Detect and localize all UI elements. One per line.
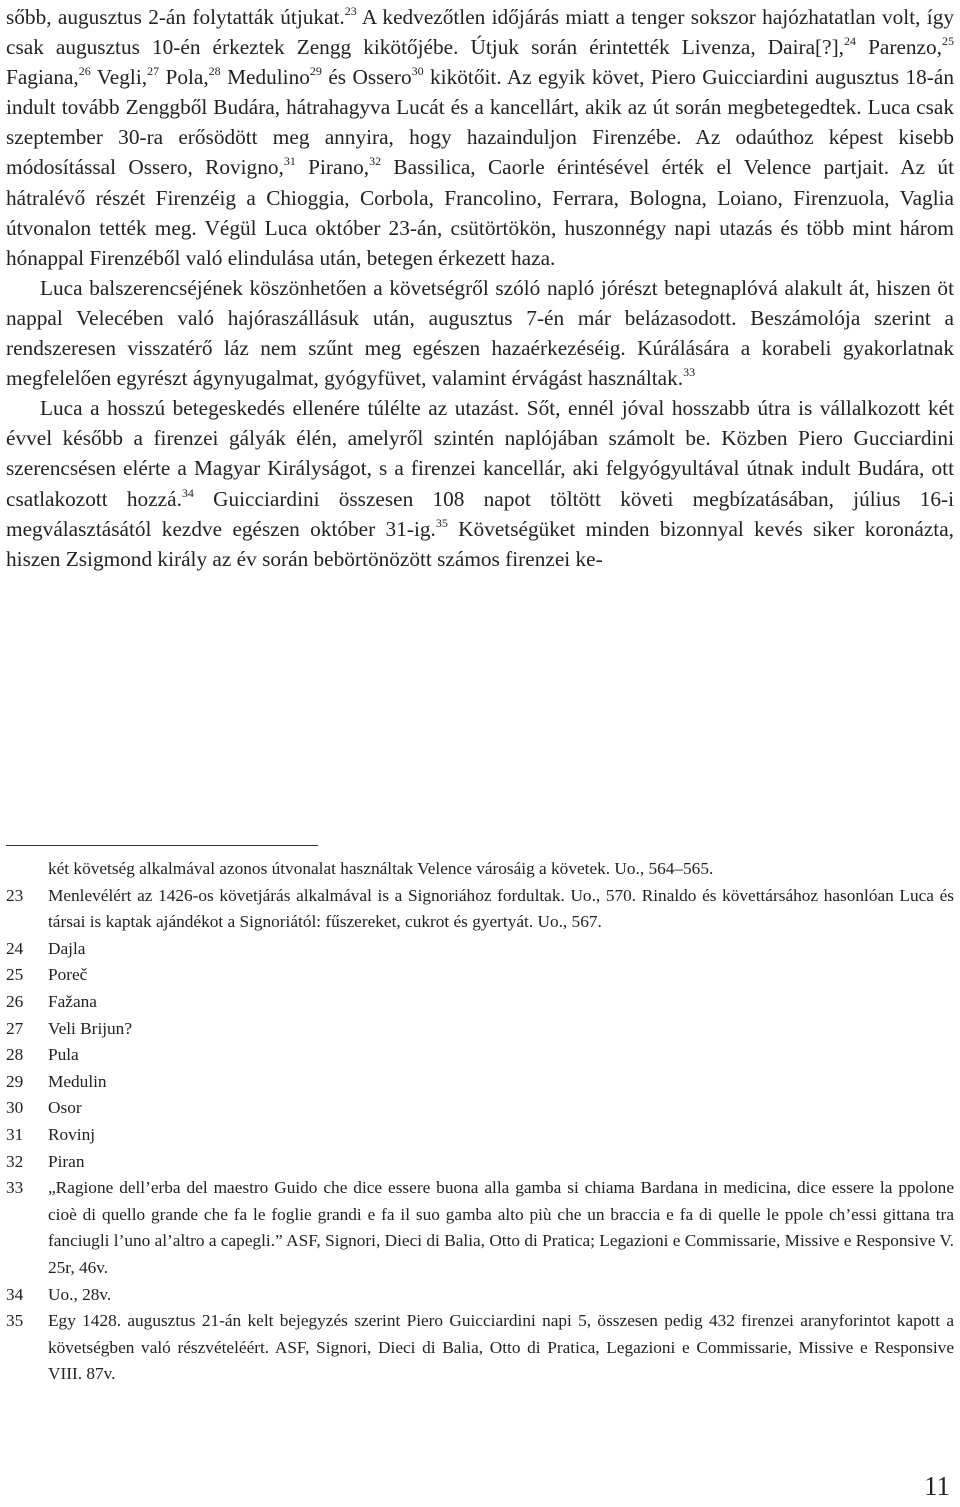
text-run: Pola, [159,65,209,90]
footnote-ref: 35 [435,515,448,530]
footnote-ref: 28 [208,64,221,79]
document-page [6,0,954,1507]
footnote-text: Uo., 28v. [48,1284,112,1304]
footnote-ref: 30 [411,64,424,79]
text-run: Parenzo, [856,35,942,60]
footnote-ref: 26 [78,64,91,79]
footnote-number: 29 [6,1071,24,1091]
footnote-ref: 29 [309,64,322,79]
footnote-item [6,1095,954,1122]
paragraph-3 [6,393,954,574]
footnote-text: „Ragione dell’erba del maestro Guido che dice essere buona alla gamba si chiama Bardana in medicina, dice essere la ppolone cioè di quello grande che fa le foglie grandi e fa il suo gamba alto più che un braccia e fa di quelle le ppole ch’essi gittana tra fanciugli l’uno al’altro a capegli.” ASF, Signori, Dieci di Balia, Otto di Pratica; Legazioni e Commissarie, Missive e Responsive V. 25r, 46v. [48,1178,954,1277]
footnote-item [6,1149,954,1176]
text-run: Fagiana, [6,65,79,90]
footnote-item [6,1042,954,1069]
text-run: Pirano, [295,155,370,180]
footnote-ref: 34 [181,485,194,500]
footnote-number: 27 [6,1018,24,1038]
footnote-item [6,1175,954,1281]
footnote-ref: 33 [683,365,696,380]
text-run: Medulino [220,65,310,90]
footnote-ref: 27 [147,64,160,79]
paragraph-2 [6,273,954,393]
footnote-text: Rovinj [48,1124,96,1144]
footnote-item [6,1308,954,1388]
paragraph-1 [6,2,954,273]
footnote-text: Pula [48,1045,79,1065]
footnote-text: Veli Brijun? [48,1018,132,1038]
footnote-ref: 32 [369,154,382,169]
footnote-text: Egy 1428. augusztus 21-án kelt bejegyzés szerint Piero Guicciardini napi 5, összesen pedig 432 firenzei aranyforintot kapott a követségben való részvételéért. ASF, Signori, Dieci di Balia, Otto di Pratica, Legazioni e Commissarie, Missive e Responsive VIII. 87v. [48,1311,954,1384]
text-run: Guicciardini összesen 108 napot töltött követi megbízatásában, július 16-i megválasztásától kezdve egészen október 31-ig. [6,486,955,541]
footnote-number: 31 [6,1124,24,1144]
footnote-text: Osor [48,1098,82,1118]
footnote-item [6,1122,954,1149]
text-run: Luca a hosszú betegeskedés ellenére túlélte az utazást. Sőt, ennél jóval hosszabb útra is vállalkozott két évvel később a firenzei gályák élén, amelyről szintén naplójában számolt be. Közben Piero Gucciardini szerencsésen elérte a Magyar Királyságot, s a firenzei kancellár, aki felgyógyultával útnak indult Budára, ott csatlakozott hozzá. [6,396,954,511]
footnote-number: 28 [6,1045,24,1065]
footnote-text: Dajla [48,938,86,958]
footnote-number: 32 [6,1151,24,1171]
footnote-item [6,989,954,1016]
footnote-item [6,1069,954,1096]
footnote-text: Poreč [48,965,88,985]
footnote-item [6,883,954,936]
footnotes [6,856,954,1388]
text-run: Bassilica, Caorle érintésével érték el Velence partjait. Az út hátralévő részét Firenzéig a Chioggia, Corbola, Francolino, Ferrara, Bologna, Loiano, Firenzuola, Vaglia útvonalon tették meg. Végül Luca október 23-án, csütörtökön, huszonnégy napi utazás és több mint három hónappal Firenzéből való elindulása után, betegen érkezett haza. [6,155,954,270]
text-run: és Ossero [321,65,412,90]
footnote-number: 33 [6,1178,24,1198]
footnote-number: 30 [6,1098,24,1118]
footnote-ref: 23 [344,4,357,18]
footnote-item [6,1016,954,1043]
footnote-number: 35 [6,1311,24,1331]
footnote-number: 34 [6,1284,24,1304]
footnote-separator [6,845,318,846]
text-run: kikötőit. Az egyik követ, Piero Guicciardini augusztus 18-án indult tovább Zenggből Budára, hátrahagyva Lucát és a kancellárt, akik az út során megbetegedtek. Luca csak szeptember 30-ra erősödött meg annyira, hogy hazainduljon Firenzébe. Az odaúthoz képest kisebb módosítással Ossero, Rovigno, [6,65,954,180]
footnote-ref: 31 [283,154,296,169]
footnote-number: 23 [6,885,24,905]
footnote-number [6,856,48,883]
footnote-item [6,962,954,989]
footnote-ref: 24 [844,34,856,49]
footnote-text: Fažana [48,991,97,1011]
footnote-number: 24 [6,938,24,958]
footnote-text: Menlevélért az 1426-os követjárás alkalmával is a Signoriához fordultak. Uo., 570. Rinaldo és követtársához hasonlóan Luca és társai is kaptak ajándékot a Signoriától: fűszereket, cukrot és gyertyát. Uo., 567. [48,885,954,932]
page-number: 11 [924,1471,950,1501]
text-run: Vegli, [90,65,148,90]
main-text [6,2,954,574]
text-run: sőbb, augusztus 2-án folytatták útjukat. [6,5,345,29]
footnote-number: 26 [6,991,24,1011]
footnote-text: Piran [48,1151,85,1171]
footnote-item [6,936,954,963]
text-run: Követségüket minden bizonnyal kevés siker koronázta, hiszen Zsigmond király az év során bebörtönözött számos firenzei ke- [6,516,954,571]
footnote-number: 25 [6,965,24,985]
footnote-text: két követség alkalmával azonos útvonalat használtak Velence városáig a követek. Uo., 564–565. [48,859,714,878]
text-run: Luca balszerencséjének köszönhetően a követségről szóló napló jórészt betegnaplóvá alakult át, hiszen öt nappal Velecében való hajóraszállásuk után, augusztus 7-én már belázasodott. Beszámolója szerint a rendszeresen visszatérő láz nem szűnt meg egészen hazaérkezéséig. Kúrálására a korabeli gyakorlatnak megfelelően egyrészt ágynyugalmat, gyógyfüvet, valamint érvágást használtak. [6,275,954,391]
footnote-text: Medulin [48,1071,107,1091]
footnote-item [6,856,954,883]
footnote-ref: 25 [942,34,954,49]
text-run: A kedvezőtlen időjárás miatt a tenger sokszor hajózhatatlan volt, így csak augusztus 10-én érkeztek Zengg kikötőjébe. Útjuk során érintették Livenza, Daira[?], [6,5,954,60]
footnote-item [6,1282,954,1309]
